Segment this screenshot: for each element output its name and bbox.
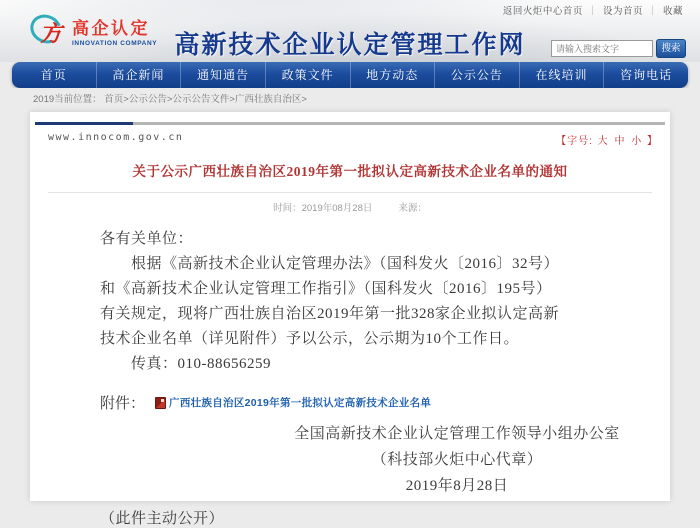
signature-date: 2019年8月28日 [405,478,509,494]
article-paragraph-line: 传真：010-88656259 [100,356,271,372]
font-size-control [556,132,658,147]
attachment-file-icon [155,397,166,409]
nav-item-notices[interactable]: 通知通告 [181,62,266,88]
logo-title: 高企认定 [72,18,150,38]
signature-block [292,421,622,499]
font-size-small[interactable]: 小 [631,136,643,147]
search-button[interactable]: 搜索 [656,39,686,58]
meta-time-label: 时间： [273,203,302,214]
source-url: www.innocom.gov.cn [48,132,184,143]
article-title: 关于公示广西壮族自治区2019年第一批拟认定高新技术企业名单的通知 [132,164,568,179]
meta-time-value: 2019年08月28日 [301,203,373,214]
nav-item-news[interactable]: 高企新闻 [97,62,182,88]
nav-item-home[interactable]: 首页 [12,62,97,88]
attachment-label: 附件： [100,396,146,412]
attachment-section [100,392,670,413]
article-paragraph-line: 有关规定，现将广西壮族自治区2019年第一批328家企业拟认定高新 [100,306,560,322]
signature-org: 全国高新技术企业认定管理工作领导小组办公室 [294,426,620,442]
page-header [0,0,700,62]
nav-item-training[interactable]: 在线培训 [520,62,605,88]
font-size-suffix: 】 [647,136,658,147]
article-panel [30,112,670,527]
topbar-link-set-home[interactable]: 设为首页 [602,6,643,17]
topbar [500,3,686,17]
breadcrumb-path[interactable]: 首页>公示公告>公示公告文件>广西壮族自治区> [104,94,307,105]
breadcrumb-prefix: 2019当前位置： [33,94,102,105]
font-size-medium[interactable]: 中 [614,136,626,147]
site-title: 高新技术企业认定管理工作网 [174,31,526,59]
article-body [100,227,615,377]
nav-item-phone[interactable]: 咨询电话 [620,68,673,82]
article-paragraph-line: 和《高新技术企业认定管理工作指引》（国科发火〔2016〕195号） [100,281,552,297]
title-divider [48,192,652,193]
topbar-link-favorite[interactable]: 收藏 [662,6,683,17]
search-input[interactable] [551,40,653,57]
font-size-prefix: 【字号: [556,136,593,147]
logo-mark: 方 [40,21,63,46]
breadcrumb [0,88,700,112]
logo-subtitle: INNOVATION COMPANY [72,39,158,47]
disclosure-note: （此件主动公开） [100,511,225,527]
font-size-large[interactable]: 大 [597,136,609,147]
signature-seal-note: （科技部火炬中心代章） [371,452,543,468]
topbar-separator: ｜ [587,6,598,17]
topbar-separator: ｜ [647,6,658,17]
meta-source-label: 来源： [398,203,427,214]
nav-item-policy[interactable]: 政策文件 [266,62,351,88]
logo-swoosh-icon [28,11,70,49]
article-paragraph-line: 技术企业名单（详见附件）予以公示，公示期为10个工作日。 [100,331,520,347]
article-paragraph-line: 各有关单位： [100,231,194,247]
site-logo[interactable] [28,11,157,49]
nav-item-announcements[interactable]: 公示公告 [435,62,520,88]
search-bar [551,39,686,58]
main-nav [12,62,688,88]
nav-item-local[interactable]: 地方动态 [351,62,436,88]
article-meta [30,200,670,214]
article-paragraph-line: 根据《高新技术企业认定管理办法》（国科发火〔2016〕32号） [100,256,560,272]
topbar-link-torch-home[interactable]: 返回火炬中心首页 [502,6,583,17]
attachment-link[interactable]: 广西壮族自治区2019年第一批拟认定高新技术企业名单 [169,397,432,409]
